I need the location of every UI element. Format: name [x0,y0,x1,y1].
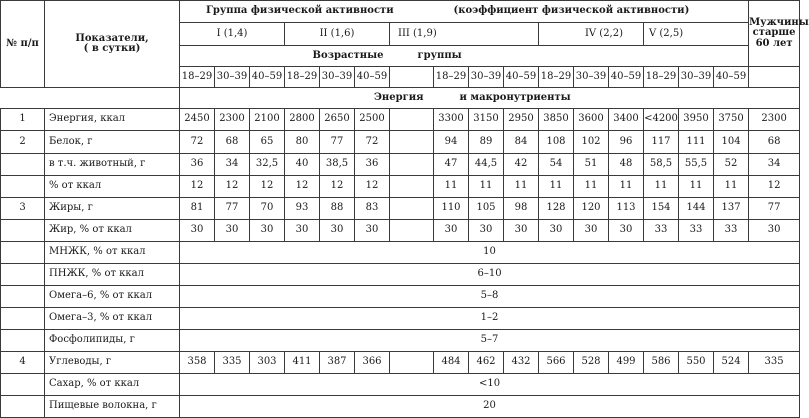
value-cell: 102 [574,131,609,154]
value-cell: 2650 [320,109,355,131]
value-cell: 72 [355,131,390,154]
value-cell: 3150 [469,109,504,131]
value-cell: 303 [250,352,285,374]
row-label: Омега–6, % от ккал [45,286,180,308]
value-cell: 88 [320,198,355,220]
value-cell: <4200 [644,109,679,131]
row-label: Фосфолипиды, г [45,330,180,352]
value-cell: 30 [250,220,285,242]
value-cell: 528 [574,352,609,374]
header-indicators: Показатели, ( в сутки) [45,1,180,88]
table-row [1,330,800,352]
value-cell: 104 [714,131,749,154]
value-cell: 3300 [434,109,469,131]
value-cell: 117 [644,131,679,154]
section-energy: Энергия [180,88,434,109]
section-row [1,88,800,109]
row-number [1,286,45,308]
row-number [1,396,45,418]
age-spacer [390,67,434,88]
value-cell: 128 [539,198,574,220]
value-cell: 499 [609,352,644,374]
value-cell: 30 [609,220,644,242]
table-row [1,220,800,242]
value-cell: 34 [215,154,250,176]
value-cell: 94 [434,131,469,154]
value-cell: 81 [180,198,215,220]
row-label: Энергия, ккал [45,109,180,131]
span-value-cell: <10 [180,374,800,396]
value-cell: 80 [285,131,320,154]
value-cell: 30 [285,220,320,242]
value-cell: 108 [539,131,574,154]
value-cell: 120 [574,198,609,220]
value-cell: 34 [749,154,800,176]
group-3: III (1,9) [390,23,539,46]
value-cell: 11 [574,176,609,198]
value-cell: 12 [320,176,355,198]
row-number: 1 [1,109,45,131]
value-cell: 36 [355,154,390,176]
group-title: Группа физической активности [180,1,434,23]
table-row [1,286,800,308]
value-cell [390,352,434,374]
value-cell: 550 [679,352,714,374]
value-cell: 335 [749,352,800,374]
value-cell: 30 [504,220,539,242]
row-label: МНЖК, % от ккал [45,242,180,264]
value-cell [390,198,434,220]
row-number [1,242,45,264]
row-label: в т.ч. животный, г [45,154,180,176]
value-cell: 68 [215,131,250,154]
value-cell: 33 [679,220,714,242]
row-label: Сахар, % от ккал [45,374,180,396]
value-cell: 89 [469,131,504,154]
row-label: Жир, % от ккал [45,220,180,242]
row-label: % от ккал [45,176,180,198]
row-label: Углеводы, г [45,352,180,374]
group-2: II (1,6) [285,23,390,46]
value-cell: 484 [434,352,469,374]
value-cell: 11 [504,176,539,198]
value-cell: 566 [539,352,574,374]
value-cell: 11 [714,176,749,198]
value-cell: 36 [180,154,215,176]
value-cell [390,109,434,131]
value-cell: 30 [749,220,800,242]
row-label: Омега–3, % от ккал [45,308,180,330]
value-cell: 411 [285,352,320,374]
row-number [1,154,45,176]
header-row-groups [1,1,800,23]
age-cell: 40–59 [504,67,539,88]
value-cell: 70 [250,198,285,220]
value-cell: 137 [714,198,749,220]
value-cell: 44,5 [469,154,504,176]
value-cell: 51 [574,154,609,176]
span-value-cell: 20 [180,396,800,418]
value-cell: 358 [180,352,215,374]
value-cell: 33 [714,220,749,242]
value-cell: 38,5 [320,154,355,176]
value-cell: 2450 [180,109,215,131]
value-cell: 12 [285,176,320,198]
value-cell: 11 [434,176,469,198]
value-cell: 30 [539,220,574,242]
age-cell: 30–39 [469,67,504,88]
value-cell: 11 [469,176,504,198]
age-cell: 40–59 [250,67,285,88]
age-groups-label-right: группы [390,46,749,67]
age-cell: 18–29 [539,67,574,88]
men-over-60-age-blank [749,67,800,88]
value-cell: 432 [504,352,539,374]
value-cell: 68 [749,131,800,154]
age-cell: 40–59 [355,67,390,88]
table-row [1,131,800,154]
group-5: V (2,5) [644,23,749,46]
header-num: № п/п [1,1,45,88]
span-value-cell: 10 [180,242,800,264]
age-cell: 30–39 [215,67,250,88]
age-groups-label-left: Возрастные [180,46,390,67]
value-cell: 65 [250,131,285,154]
value-cell: 3750 [714,109,749,131]
value-cell: 54 [539,154,574,176]
value-cell: 55,5 [679,154,714,176]
age-cell: 30–39 [574,67,609,88]
value-cell: 462 [469,352,504,374]
age-cell: 30–39 [679,67,714,88]
span-value-cell: 6–10 [180,264,800,286]
value-cell: 3850 [539,109,574,131]
value-cell: 98 [504,198,539,220]
value-cell: 42 [504,154,539,176]
table-row [1,396,800,418]
section-macronutrients: и макронутриенты [434,88,800,109]
value-cell: 12 [250,176,285,198]
value-cell: 84 [504,131,539,154]
value-cell: 77 [320,131,355,154]
value-cell: 72 [180,131,215,154]
value-cell: 30 [574,220,609,242]
value-cell: 3600 [574,109,609,131]
value-cell: 2800 [285,109,320,131]
value-cell: 30 [355,220,390,242]
value-cell: 11 [679,176,714,198]
value-cell: 113 [609,198,644,220]
value-cell: 77 [215,198,250,220]
value-cell: 105 [469,198,504,220]
value-cell: 2100 [250,109,285,131]
row-label: ПНЖК, % от ккал [45,264,180,286]
age-cell: 40–59 [714,67,749,88]
row-number [1,176,45,198]
row-label: Жиры, г [45,198,180,220]
value-cell: 2500 [355,109,390,131]
value-cell: 3950 [679,109,714,131]
age-cell: 18–29 [180,67,215,88]
table-row [1,154,800,176]
row-number: 2 [1,131,45,154]
value-cell: 387 [320,352,355,374]
value-cell: 144 [679,198,714,220]
value-cell: 30 [215,220,250,242]
value-cell: 12 [749,176,800,198]
table-row [1,109,800,131]
value-cell: 11 [539,176,574,198]
value-cell [390,176,434,198]
value-cell [390,131,434,154]
age-cell: 18–29 [434,67,469,88]
table-row [1,176,800,198]
coeff-title: (коэффициент физической активности) [434,1,749,23]
value-cell: 40 [285,154,320,176]
table-row [1,308,800,330]
row-number [1,264,45,286]
value-cell [390,220,434,242]
age-cell: 40–59 [609,67,644,88]
row-number [1,308,45,330]
span-value-cell: 1–2 [180,308,800,330]
row-number [1,330,45,352]
group-4: IV (2,2) [539,23,644,46]
value-cell: 77 [749,198,800,220]
age-cell: 18–29 [285,67,320,88]
value-cell: 52 [714,154,749,176]
row-number [1,374,45,396]
table-row [1,264,800,286]
table-row [1,352,800,374]
span-value-cell: 5–8 [180,286,800,308]
value-cell: 3400 [609,109,644,131]
value-cell: 12 [355,176,390,198]
age-cell: 30–39 [320,67,355,88]
row-number: 3 [1,198,45,220]
value-cell: 335 [215,352,250,374]
value-cell: 47 [434,154,469,176]
row-number [1,220,45,242]
value-cell: 58,5 [644,154,679,176]
value-cell: 93 [285,198,320,220]
group-1: I (1,4) [180,23,285,46]
row-label: Белок, г [45,131,180,154]
value-cell: 48 [609,154,644,176]
value-cell: 30 [320,220,355,242]
table-row [1,198,800,220]
value-cell: 2300 [215,109,250,131]
value-cell: 12 [215,176,250,198]
table-row [1,374,800,396]
value-cell: 30 [434,220,469,242]
value-cell: 33 [644,220,679,242]
value-cell: 12 [180,176,215,198]
value-cell: 524 [714,352,749,374]
span-value-cell: 5–7 [180,330,800,352]
value-cell: 110 [434,198,469,220]
value-cell: 96 [609,131,644,154]
value-cell: 2950 [504,109,539,131]
value-cell: 586 [644,352,679,374]
value-cell: 83 [355,198,390,220]
value-cell: 2300 [749,109,800,131]
value-cell: 30 [180,220,215,242]
table-row [1,242,800,264]
men-over-60-header: Мужчины старше 60 лет [749,1,800,67]
row-label: Пищевые волокна, г [45,396,180,418]
row-number: 4 [1,352,45,374]
age-cell: 18–29 [644,67,679,88]
value-cell: 30 [469,220,504,242]
value-cell [390,154,434,176]
value-cell: 11 [644,176,679,198]
value-cell: 32,5 [250,154,285,176]
value-cell: 111 [679,131,714,154]
value-cell: 366 [355,352,390,374]
value-cell: 11 [609,176,644,198]
value-cell: 154 [644,198,679,220]
